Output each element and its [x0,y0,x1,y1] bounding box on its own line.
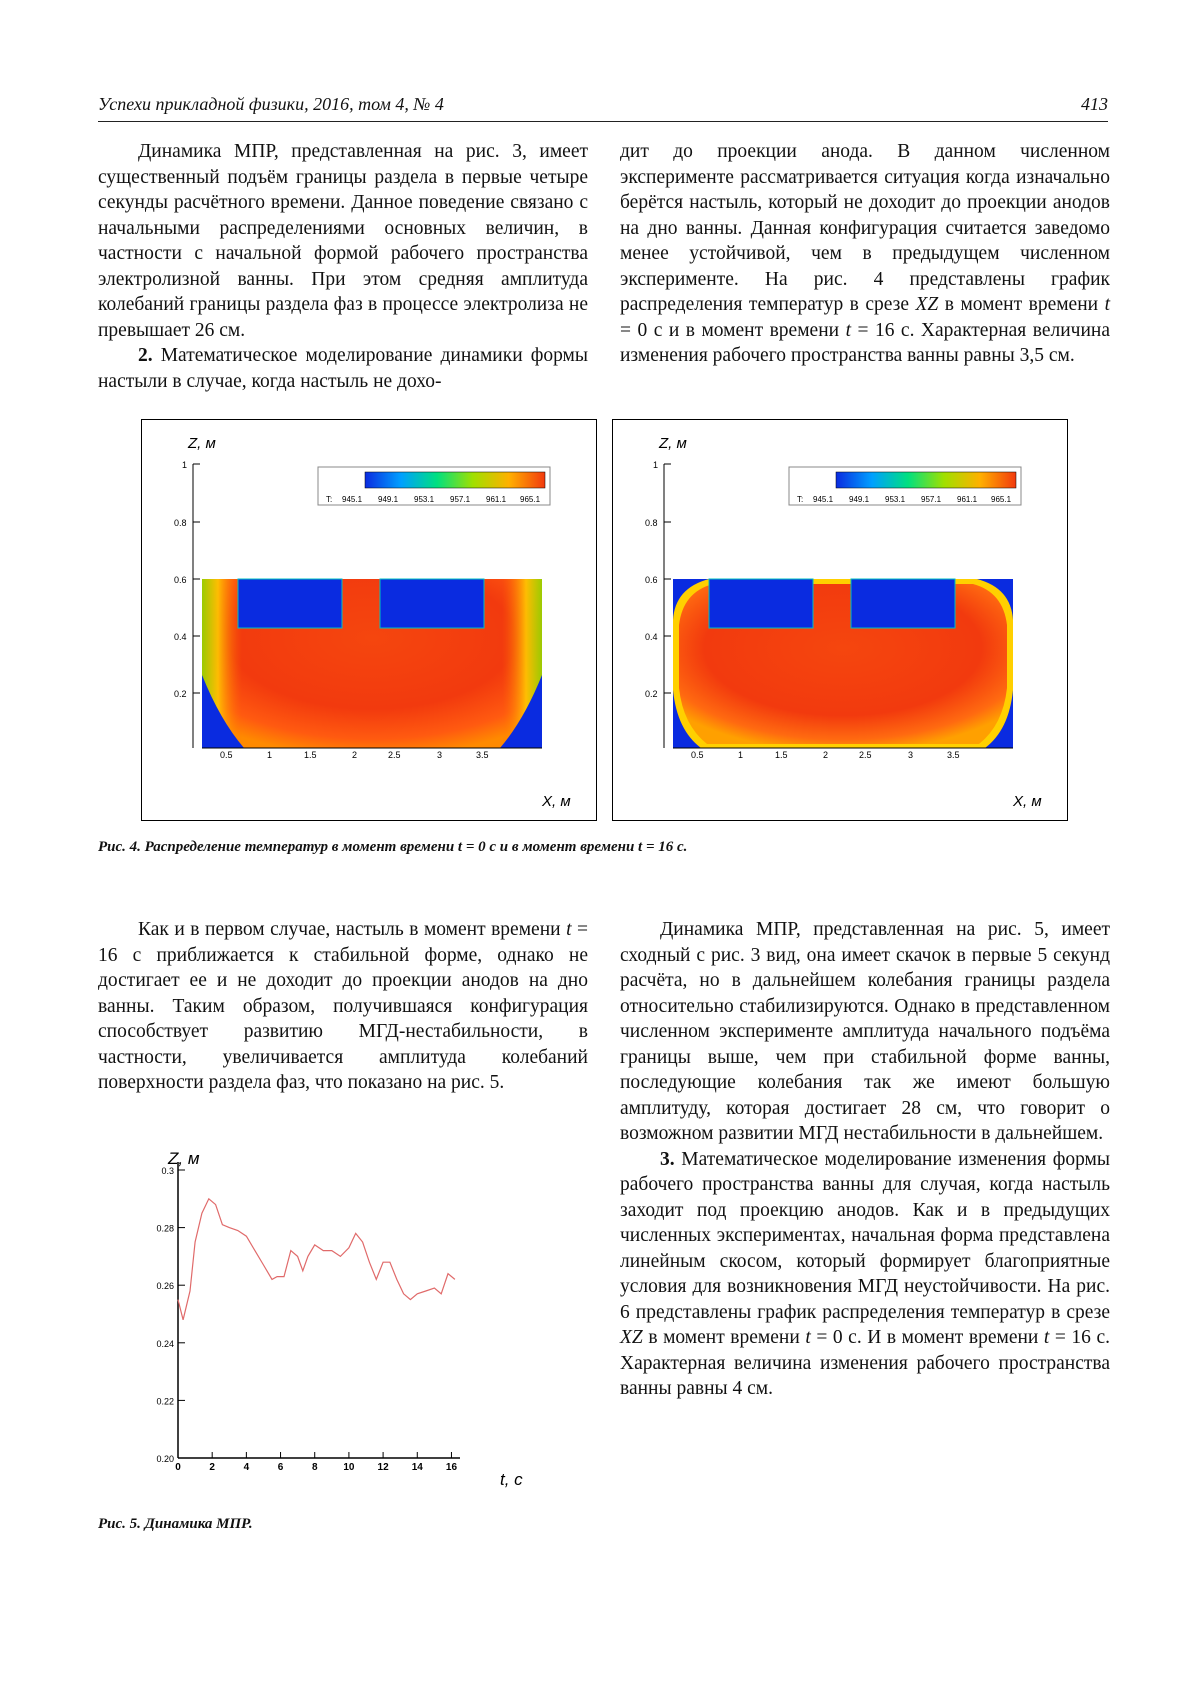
x-tick-label: 10 [343,1462,355,1473]
y-tick-label: 0.3 [161,1166,174,1176]
z-tick: 0.8 [645,518,658,528]
x-axis-label: X, м [542,793,571,810]
paragraph [98,917,588,1096]
y-tick-label: 0.26 [156,1281,174,1292]
x-tick: 2 [823,750,829,760]
paragraph-text: = 16 с. Характерная величина изменения рабочего пространства ванны равны 4 см. [620,1327,1111,1399]
x-tick: 3 [908,750,914,760]
legend-value: 953.1 [885,495,906,504]
y-tick-label: 0.28 [156,1223,174,1234]
legend-value: 945.1 [342,495,363,504]
paragraph-text: в момент времени [938,294,1105,315]
x-tick: 1 [267,750,273,760]
section-number: 2. [138,345,153,366]
x-tick-label: 6 [277,1462,284,1473]
paragraph-text: = 0 с. И в момент времени [810,1327,1044,1348]
legend-value: 961.1 [486,495,507,504]
fig4-panel-t16 [612,419,1068,821]
anode-right [380,579,484,628]
z-axis-label: Z, м [188,435,216,452]
z-tick: 1 [653,460,659,470]
x-tick: 1.5 [775,750,788,760]
bottom-left-column [98,917,588,1096]
paragraph: Динамика МПР, представленная на рис. 3, имеет существенный подъём границы раздела в первые четыре секунды расчётного времени. Данное поведение связано с начальными распределениями основных величин, в частности с начальной формой рабочего пространства электролизной ванны. При этом средняя амплитуда колебаний границы раздела фаз в процессе электролиза не превышает 26 см. [98,141,588,341]
fig4-caption: Рис. 4. Распределение температур в момент времени t = 0 с и в момент времени t = 16 с. [98,839,688,855]
paragraph-text: Математическое моделирование изменения формы рабочего пространства ванны для случая, когда настыль заходит под проекцию анодов. Как и в предыдущих численных экспериментах, начальная форма представлена линейным скосом, который формирует благоприятные условия для возникновения МГД неустойчивости. На рис. 6 представлены график распределения температур в срезе [620,1148,1110,1323]
legend-value: 949.1 [849,495,870,504]
legend-colorbar [365,472,545,488]
fig5-chart [140,1140,550,1495]
symbol-t: t [805,1327,811,1348]
legend-value: 953.1 [414,495,435,504]
paragraph-text: Как и в первом случае, настыль в момент времени [138,919,567,940]
y-tick-labels [156,1166,185,1464]
paragraph-text: Математическое моделирование динамики формы настыли в случае, когда настыль не дохо- [98,345,589,392]
bottom-right-column [620,917,1110,1402]
z-tick: 0.2 [645,689,658,699]
x-tick-label: 0 [175,1462,181,1473]
legend-label: T: [326,495,333,504]
z-tick: 0.6 [645,575,658,585]
x-tick-label: 2 [209,1462,215,1473]
legend-value: 949.1 [378,495,399,504]
symbol-xz: XZ [620,1327,643,1348]
legend-value: 957.1 [450,495,471,504]
x-tick-label: 12 [377,1462,389,1473]
z-tick: 0.8 [174,518,187,528]
legend-label: T: [797,495,804,504]
z-axis-label: Z, м [659,435,687,452]
legend-value: 957.1 [921,495,942,504]
anode-left [238,579,342,628]
x-tick-labels [175,1452,457,1473]
paragraph [620,139,1110,369]
x-tick: 2.5 [859,750,872,760]
paragraph-text: = 16 с. Характерная величина изменения рабочего пространства ванны равны 3,5 см. [620,319,1111,366]
symbol-t: t [566,919,572,940]
running-header [98,92,1108,122]
top-left-column [98,139,588,394]
fig4-panel-t0 [141,419,597,821]
symbol-t: t [845,319,851,341]
symbol-xz: XZ [915,294,939,315]
paragraph [98,343,588,394]
x-tick-label: 16 [445,1462,458,1473]
legend-colorbar [836,472,1016,488]
y-tick-label: 0.22 [156,1396,174,1407]
x-tick-label: 8 [311,1462,318,1473]
temperature-map-t16 [613,420,1067,820]
x-axis-label: X, м [1013,793,1042,810]
y-tick-label: 0.20 [156,1454,174,1464]
paragraph-text: = 16 с приближается к стабильной форме, однако не достигает ее и не доходит до проекции анодов на дно ванны. Таким образом, получившаяся конфигурация способствует развитию МГД-нестабильности, в частности, увеличивается амплитуда колебаний поверхности раздела фаз, что показано на рис. 5. [98,919,588,1093]
top-right-column [620,139,1110,369]
z-tick: 1 [182,460,188,470]
series-line [178,1199,455,1320]
z-tick: 0.4 [645,632,658,642]
paragraph-text: в момент времени [642,1327,806,1348]
x-tick: 3.5 [947,750,960,760]
x-tick-label: 4 [243,1462,250,1473]
x-tick: 0.5 [220,750,233,760]
x-tick: 2.5 [388,750,401,760]
z-tick: 0.4 [174,632,187,642]
y-tick-label: 0.24 [156,1338,174,1349]
x-tick: 1.5 [304,750,317,760]
symbol-t: t [1043,1327,1050,1348]
x-tick: 3.5 [476,750,489,760]
chart-axes [178,1162,460,1458]
temperature-map-t0 [142,420,596,820]
paragraph [620,1147,1110,1402]
z-tick: 0.6 [174,575,187,585]
legend-value: 961.1 [957,495,978,504]
x-tick: 2 [352,750,358,760]
fig5-caption: Рис. 5. Динамика МПР. [98,1516,253,1532]
anode-right [851,579,955,628]
anode-left [709,579,813,628]
paragraph-text: дит до проекции анода. В данном численном эксперименте рассматривается ситуация когда изначально берётся настыль, который не доходит до проекции анодов на дно ванны. Данная конфигурация считается заведомо менее устойчивой, чем в предыдущем численном эксперименте. На рис. 4 представлены график распределения температур в срезе [620,141,1110,315]
page-number: 413 [1081,94,1108,114]
paragraph: Динамика МПР, представленная на рис. 5, имеет сходный с рис. 3 вид, она имеет скачок в первые 5 секунд расчёта, но в дальнейшем колебания границы раздела относительно стабилизируются. Однако в представленном численном эксперименте амплитуда начального подъёма границы выше, чем при стабильной форме ванны, последующие колебания так же имеют большую амплитуду, которая достигает 28 см, что говорит о возможном развитии МГД нестабильности в дальнейшем. [620,919,1110,1144]
x-tick: 1 [738,750,744,760]
z-tick: 0.2 [174,689,187,699]
paragraph-text: = 0 с и в момент времени [620,319,846,341]
y-axis-label: Z, м [168,1149,200,1168]
x-tick-label: 14 [411,1462,423,1473]
x-tick: 3 [437,750,443,760]
legend-value: 965.1 [991,495,1012,504]
x-tick: 0.5 [691,750,704,760]
legend-value: 965.1 [520,495,541,504]
x-axis-label: t, с [500,1470,523,1489]
series-mpr [178,1199,455,1320]
legend-value: 945.1 [813,495,834,504]
section-number: 3. [660,1148,675,1170]
journal-title: Успехи прикладной физики, 2016, том 4, № 4 [98,94,444,114]
symbol-t: t [1104,294,1110,315]
